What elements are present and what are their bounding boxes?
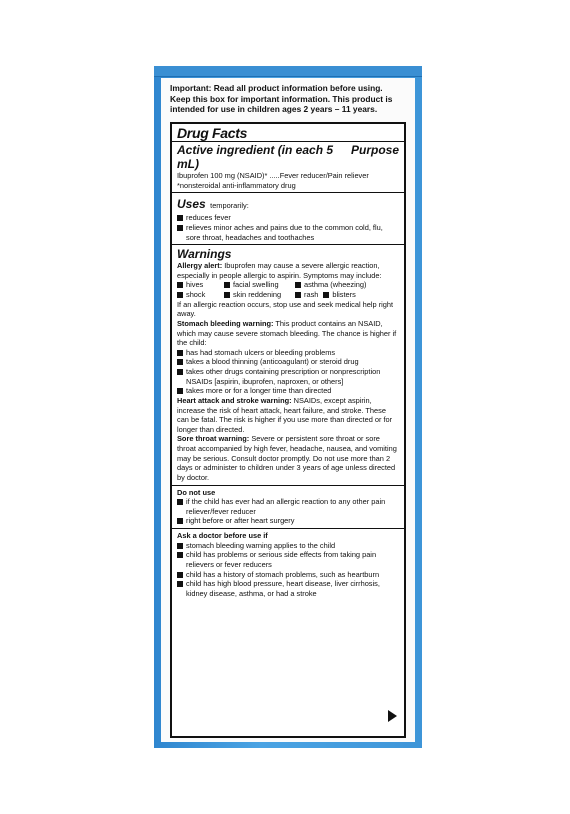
bullet-square-icon — [177, 543, 183, 549]
bullet-square-icon — [177, 499, 183, 505]
bullet-square-icon — [177, 572, 183, 578]
list-item: relieves minor aches and pains due to the common cold, flu, sore throat, headaches and toothaches — [177, 223, 399, 242]
do-not-use-heading: Do not use — [177, 487, 216, 497]
important-notice: Important: Read all product information before using. Keep this box for important information. This product is intended for use in children ages 2 years – 11 years. — [170, 83, 393, 114]
list-item: takes more or for a longer time than directed — [177, 386, 399, 396]
heart-warning: Heart attack and stroke warning: NSAIDs, except aspirin, increase the risk of heart attack, heart failure, and stroke. These can be fatal. The risk is higher if you use more than directed or for longer than directed. — [177, 395, 393, 434]
symptom-row: shock skin reddening rash blisters — [177, 290, 399, 300]
bullet-square-icon — [295, 282, 301, 288]
warnings-section — [172, 245, 404, 485]
bullet-square-icon — [224, 282, 230, 288]
warnings-heading: Warnings — [177, 247, 232, 262]
list-item: child has problems or serious side effects from taking pain relievers or fever reducers — [177, 550, 399, 569]
bullet-square-icon — [177, 282, 183, 288]
sore-throat-warning: Sore throat warning: Severe or persistent sore throat or sore throat accompanied by high fever, headache, nausea, and vomiting may be serious. Consult doctor promptly. Do not use more than 2 days or administer to children under 3 years of age unless directed by doctor. — [177, 434, 397, 482]
continue-arrow-icon — [388, 710, 397, 722]
bullet-square-icon — [177, 518, 183, 524]
list-item: right before or after heart surgery — [177, 516, 399, 526]
drug-facts-header — [172, 124, 404, 142]
bullet-square-icon — [224, 292, 230, 298]
active-ingredient-section — [172, 142, 404, 193]
bullet-square-icon — [177, 369, 183, 375]
list-item: if the child has ever had an allergic reaction to any other pain reliever/fever reducer — [177, 497, 399, 516]
bullet-square-icon — [177, 552, 183, 558]
list-item: has had stomach ulcers or bleeding problems — [177, 348, 399, 358]
bullet-square-icon — [177, 215, 183, 221]
active-ingredient-heading: Active ingredient (in each 5 mL) — [177, 143, 334, 171]
do-not-use-section — [172, 486, 404, 530]
drug-facts-title: Drug Facts — [177, 125, 248, 141]
stomach-warning: Stomach bleeding warning: This product contains an NSAID, which may cause severe stomach bleeding. The chance is higher if the child: — [177, 318, 397, 348]
bullet-square-icon — [177, 388, 183, 394]
bullet-square-icon — [177, 581, 183, 587]
bullet-square-icon — [177, 350, 183, 356]
symptom-row: hives facial swelling asthma (wheezing) — [177, 280, 399, 290]
list-item: child has high blood pressure, heart disease, liver cirrhosis, kidney disease, asthma, or had a stroke — [177, 579, 399, 598]
ask-doctor-heading: Ask a doctor before use if — [177, 531, 268, 540]
bullet-square-icon — [177, 225, 183, 231]
purpose-heading: Purpose — [350, 143, 399, 157]
uses-heading: Uses — [177, 197, 206, 212]
allergy-alert: Allergy alert: Ibuprofen may cause a severe allergic reaction, especially in people allergic to aspirin. Symptoms may include: — [177, 261, 382, 280]
bullet-square-icon — [177, 292, 183, 298]
ask-doctor-section — [172, 529, 404, 600]
list-item: takes other drugs containing prescription or nonprescription NSAIDs [aspirin, ibuprofen, naproxen, or others] — [177, 367, 399, 386]
ingredient-note: *nonsteroidal anti-inflammatory drug — [177, 180, 296, 190]
bullet-square-icon — [323, 292, 329, 298]
uses-intro: temporarily: — [210, 201, 249, 211]
box-top-edge — [154, 66, 422, 77]
list-item: child has a history of stomach problems, such as heartburn — [177, 570, 399, 580]
bullet-square-icon — [295, 292, 301, 298]
list-item: reduces fever — [177, 213, 399, 223]
list-item: takes a blood thinning (anticoagulant) or steroid drug — [177, 357, 399, 367]
allergy-after: If an allergic reaction occurs, stop use and seek medical help right away. — [177, 299, 394, 319]
drug-facts-table — [170, 122, 406, 738]
list-item: stomach bleeding warning applies to the child — [177, 541, 399, 551]
uses-section — [172, 193, 404, 245]
ingredient-line: Ibuprofen 100 mg (NSAID)* .....Fever reducer/Pain reliever — [177, 171, 369, 180]
bullet-square-icon — [177, 359, 183, 365]
